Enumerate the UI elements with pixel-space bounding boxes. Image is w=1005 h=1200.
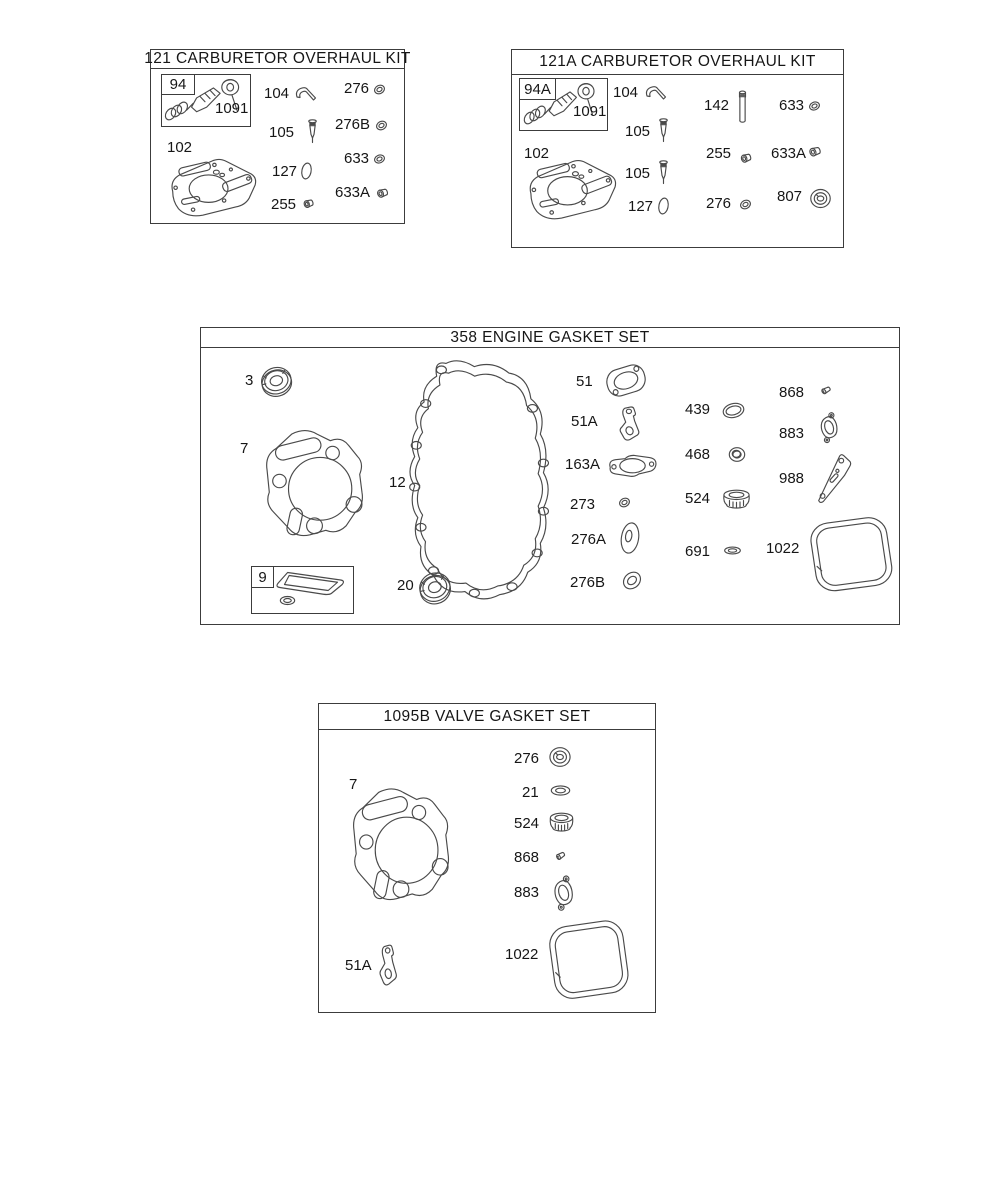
bracket-gasket-icon bbox=[372, 944, 400, 986]
set-1095b-valve-gasket bbox=[318, 703, 656, 1013]
bolt-long-icon bbox=[735, 90, 750, 125]
part-number-label: 105 bbox=[625, 123, 651, 140]
kit-121a-carburetor-overhaul bbox=[511, 49, 844, 248]
part-number-label: 1091 bbox=[215, 100, 249, 117]
flat-ring-icon bbox=[547, 782, 574, 799]
part-number-label: 1091 bbox=[573, 103, 607, 120]
part-number-label: 21 bbox=[522, 784, 539, 801]
part-number-label: 255 bbox=[706, 145, 732, 162]
part-number-label: 7 bbox=[240, 440, 249, 457]
part-number-label: 468 bbox=[685, 446, 711, 463]
part-number-label: 276B bbox=[335, 116, 371, 133]
kit-title: 121A CARBURETOR OVERHAUL KIT bbox=[512, 50, 843, 75]
ring-washer-icon bbox=[725, 444, 749, 465]
flat-ring-icon bbox=[277, 593, 298, 608]
washer-icon bbox=[546, 744, 574, 770]
kit-title: 1095B VALVE GASKET SET bbox=[319, 704, 655, 730]
carb-gasket-flat-icon bbox=[606, 451, 659, 481]
part-number-label: 883 bbox=[779, 425, 805, 442]
needle-valve-icon bbox=[305, 119, 320, 147]
part-number-label: 439 bbox=[685, 401, 711, 418]
seal-cap-icon bbox=[546, 810, 577, 835]
part-number-label: 273 bbox=[570, 496, 596, 513]
exhaust-gasket-icon bbox=[548, 874, 579, 913]
part-number-label: 7 bbox=[349, 776, 358, 793]
part-number-label: 127 bbox=[272, 163, 298, 180]
part-number-label: 276B bbox=[570, 574, 606, 591]
bushing-icon bbox=[300, 196, 318, 212]
part-number-label: 51 bbox=[576, 373, 593, 390]
o-ring-icon bbox=[807, 99, 822, 113]
square-gasket-icon bbox=[544, 917, 634, 1005]
needle-valve-icon bbox=[656, 160, 671, 188]
part-number-label: 102 bbox=[524, 145, 550, 162]
square-gasket-icon bbox=[805, 514, 898, 597]
o-ring-icon bbox=[374, 118, 389, 133]
oil-seal-icon bbox=[257, 361, 296, 402]
part-number-label: 524 bbox=[514, 815, 540, 832]
part-number-label: 276 bbox=[514, 750, 540, 767]
plug-icon bbox=[552, 848, 570, 863]
callout-label: 94 bbox=[162, 75, 195, 95]
carb-gasket-icon bbox=[602, 360, 650, 401]
part-number-label: 276A bbox=[571, 531, 607, 548]
part-number-label: 142 bbox=[704, 97, 730, 114]
oval-gasket-icon bbox=[298, 161, 315, 181]
part-number-label: 12 bbox=[389, 474, 406, 491]
part-number-label: 51A bbox=[571, 413, 598, 430]
part-number-label: 868 bbox=[514, 849, 540, 866]
part-number-label: 3 bbox=[245, 372, 254, 389]
bushing-icon bbox=[373, 185, 393, 202]
kit-121-carburetor-overhaul bbox=[144, 49, 411, 224]
washer-icon bbox=[807, 186, 834, 211]
seal-cap-icon bbox=[719, 487, 754, 512]
part-number-label: 105 bbox=[269, 124, 295, 141]
clip-wire-icon bbox=[644, 84, 669, 104]
plug-icon bbox=[817, 383, 836, 397]
exhaust-gasket-icon bbox=[815, 411, 843, 445]
o-ring-icon bbox=[372, 82, 387, 97]
o-ring-icon bbox=[372, 152, 387, 166]
part-number-label: 276 bbox=[706, 195, 732, 212]
part-number-label: 1022 bbox=[505, 946, 539, 963]
part-number-label: 51A bbox=[345, 957, 372, 974]
part-number-label: 988 bbox=[779, 470, 805, 487]
part-number-label: 807 bbox=[777, 188, 803, 205]
part-number-label: 633A bbox=[335, 184, 371, 201]
o-ring-icon bbox=[617, 495, 632, 510]
callout-label: 9 bbox=[252, 567, 274, 588]
part-number-label: 691 bbox=[685, 543, 711, 560]
bracket-gasket-icon bbox=[611, 406, 643, 441]
head-gasket-icon bbox=[345, 783, 457, 901]
kit-title: 358 ENGINE GASKET SET bbox=[201, 328, 899, 348]
part-number-label: 868 bbox=[779, 384, 805, 401]
o-ring-icon bbox=[738, 197, 753, 212]
part-number-label: 276 bbox=[344, 80, 370, 97]
bushing-icon bbox=[737, 150, 756, 167]
kit-title: 121 CARBURETOR OVERHAUL KIT bbox=[144, 50, 411, 67]
bushing-icon bbox=[805, 143, 826, 161]
head-gasket-icon bbox=[258, 425, 371, 537]
part-number-label: 633 bbox=[344, 150, 370, 167]
part-number-label: 105 bbox=[625, 165, 651, 182]
oil-seal-icon bbox=[415, 566, 455, 610]
part-number-label: 163A bbox=[565, 456, 601, 473]
needle-valve-icon bbox=[656, 118, 671, 146]
callout-label: 94A bbox=[520, 79, 556, 100]
part-number-label: 104 bbox=[613, 84, 639, 101]
part-number-label: 104 bbox=[264, 85, 290, 102]
part-number-label: 127 bbox=[628, 198, 654, 215]
mounting-plate-icon bbox=[521, 154, 620, 220]
part-number-label: 102 bbox=[167, 139, 193, 156]
part-number-label: 633A bbox=[771, 145, 807, 162]
part-number-label: 883 bbox=[514, 884, 540, 901]
part-number-label: 20 bbox=[397, 577, 414, 594]
oval-ring-icon bbox=[719, 399, 748, 422]
oval-gasket-icon bbox=[655, 196, 672, 216]
part-number-label: 524 bbox=[685, 490, 711, 507]
mounting-plate-icon bbox=[163, 153, 260, 217]
part-number-label: 633 bbox=[779, 97, 805, 114]
o-ring-icon bbox=[619, 566, 645, 595]
flat-ring-icon bbox=[721, 544, 744, 557]
triangle-bracket-icon bbox=[814, 452, 853, 503]
oval-washer-icon bbox=[617, 520, 643, 556]
part-number-label: 1022 bbox=[766, 540, 800, 557]
part-number-label: 255 bbox=[271, 196, 297, 213]
clip-wire-icon bbox=[294, 85, 319, 105]
set-358-engine-gasket bbox=[200, 327, 900, 625]
